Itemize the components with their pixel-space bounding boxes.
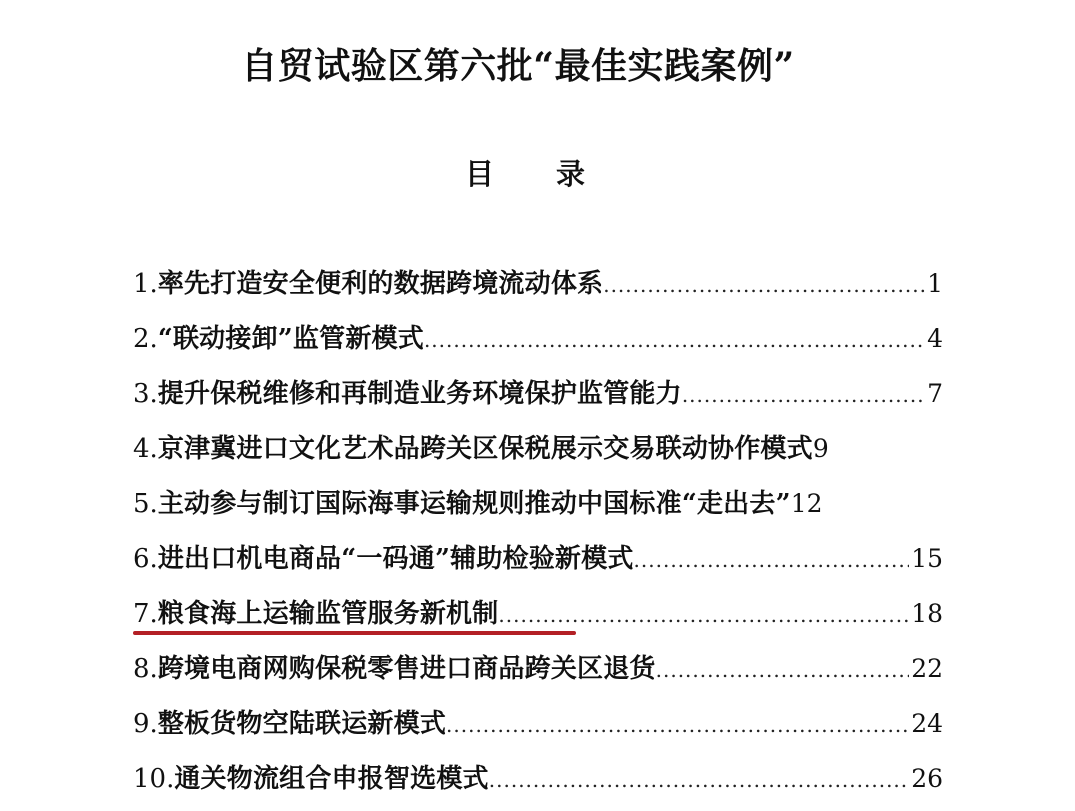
toc-entry-page: 18: [911, 599, 943, 628]
toc-entry-10[interactable]: [133, 751, 943, 806]
toc-dot-leader: [424, 313, 925, 368]
toc-entry-title[interactable]: 跨境电商网购保税零售进口商品跨关区退货: [157, 654, 656, 684]
toc-entry-page: 9: [812, 434, 829, 463]
highlight-underline: [133, 631, 576, 635]
toc-entry-page: 15: [911, 544, 943, 573]
toc-entry-title[interactable]: “联动接卸”监管新模式: [157, 324, 424, 354]
toc-entry-number: 3.: [133, 379, 158, 409]
toc-dot-leader: [634, 533, 910, 588]
toc-entry-7[interactable]: [133, 586, 943, 641]
toc-entry-page: 24: [911, 709, 943, 738]
toc-entry-title[interactable]: 提升保税维修和再制造业务环境保护监管能力: [157, 379, 682, 409]
toc-entry-6[interactable]: [133, 531, 943, 586]
toc-dot-leader: [603, 258, 925, 313]
toc-entry-page: 26: [911, 764, 943, 793]
toc-entry-title[interactable]: 率先打造安全便利的数据跨境流动体系: [157, 269, 604, 299]
toc-entry-title[interactable]: 进出口机电商品“一码通”辅助检验新模式: [157, 544, 634, 574]
toc-entry-3[interactable]: [133, 366, 943, 421]
toc-entry-title[interactable]: 京津冀进口文化艺术品跨关区保税展示交易联动协作模式: [157, 434, 813, 464]
toc-entry-number: 7.: [133, 599, 158, 629]
toc-entry-number: 4.: [133, 434, 158, 464]
toc-entry-page: 22: [911, 654, 943, 683]
toc-entry-title[interactable]: 整板货物空陆联运新模式: [157, 709, 447, 739]
toc-entry-number: 6.: [133, 544, 158, 574]
toc-entry-title[interactable]: 主动参与制订国际海事运输规则推动中国标准“走出去”: [157, 489, 791, 519]
toc-entry-number: 10.: [133, 764, 175, 794]
toc-entry-number: 1.: [133, 269, 158, 299]
document-title: 自贸试验区第六批“最佳实践案例”: [241, 45, 795, 87]
toc-entry-page: 12: [790, 489, 823, 518]
toc-dot-leader: [682, 368, 925, 423]
toc-heading-char-2: 录: [556, 157, 586, 191]
toc-entry-title[interactable]: 粮食海上运输监管服务新机制: [157, 599, 499, 629]
toc-heading: [0, 152, 1050, 193]
toc-dot-leader: [656, 643, 910, 698]
toc-dot-leader: [446, 698, 909, 753]
toc-entry-title[interactable]: 通关物流组合申报智选模式: [174, 764, 489, 794]
toc-entry-4[interactable]: [133, 421, 943, 476]
toc-heading-char-1: 目: [464, 157, 494, 191]
toc-entry-5[interactable]: [133, 476, 943, 531]
toc-entry-number: 9.: [133, 709, 158, 739]
toc-entry-8[interactable]: [133, 641, 943, 696]
toc-entry-number: 8.: [133, 654, 158, 684]
toc-entry-9[interactable]: [133, 696, 943, 751]
toc-entry-2[interactable]: [133, 311, 943, 366]
table-of-contents: [133, 256, 943, 806]
toc-entry-number: 2.: [133, 324, 158, 354]
toc-dot-leader: [489, 753, 909, 808]
toc-entry-1[interactable]: [133, 256, 943, 311]
toc-entry-number: 5.: [133, 489, 158, 519]
toc-entry-page: 7: [927, 379, 943, 408]
toc-entry-page: 4: [927, 324, 943, 353]
toc-entry-page: 1: [927, 269, 943, 298]
